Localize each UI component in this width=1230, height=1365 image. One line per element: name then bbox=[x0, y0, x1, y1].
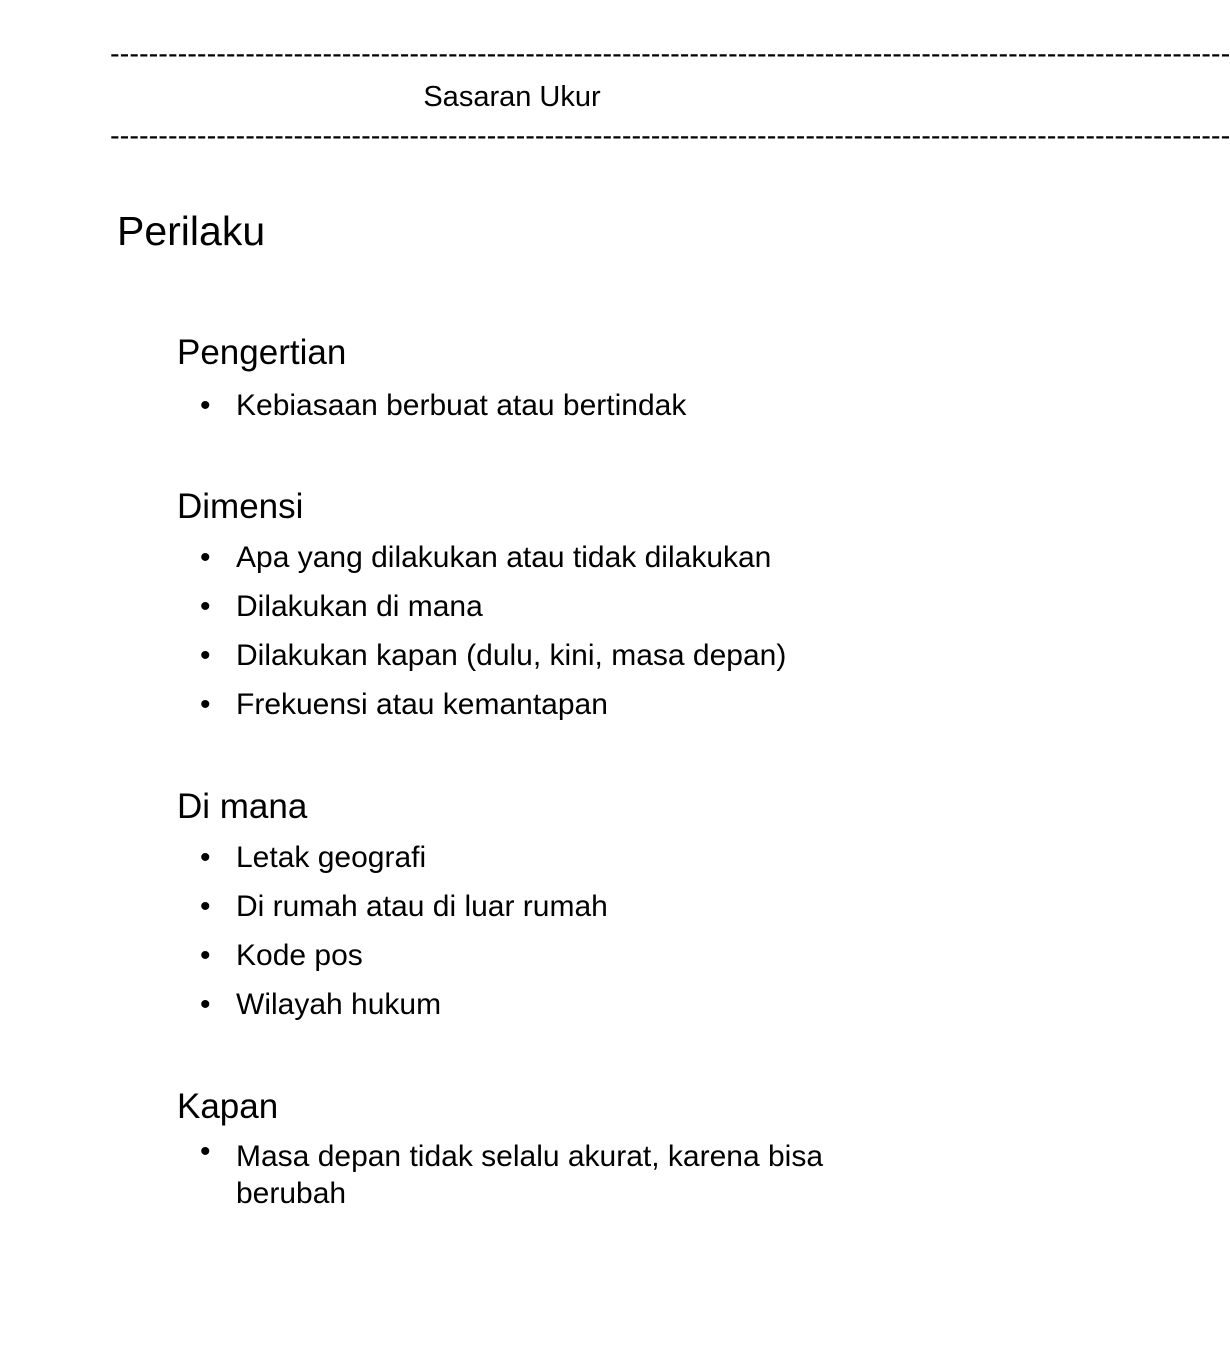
list-item: • Kebiasaan berbuat atau bertindak bbox=[200, 381, 920, 430]
bullet-icon: • bbox=[200, 389, 211, 422]
bullet-list-pengertian bbox=[200, 381, 920, 430]
list-item: • Apa yang dilakukan atau tidak dilakukan bbox=[200, 533, 920, 582]
header-title: Sasaran Ukur bbox=[423, 81, 601, 113]
page-title: Perilaku bbox=[117, 208, 266, 254]
list-item: • Kode pos bbox=[200, 931, 920, 980]
list-item: • Wilayah hukum bbox=[200, 980, 920, 1029]
list-item: • Dilakukan di mana bbox=[200, 582, 920, 631]
bullet-icon: • bbox=[200, 541, 211, 574]
list-item: • Di rumah atau di luar rumah bbox=[200, 882, 920, 931]
bullet-icon: • bbox=[200, 988, 211, 1021]
bullet-list-dimensi bbox=[200, 533, 920, 729]
section-heading-di-mana: Di mana bbox=[177, 787, 308, 826]
section-heading-kapan: Kapan bbox=[177, 1087, 279, 1126]
bullet-icon: • bbox=[200, 688, 211, 721]
list-item: • Dilakukan kapan (dulu, kini, masa depan) bbox=[200, 631, 920, 680]
bullet-icon: • bbox=[200, 890, 211, 923]
section-heading-pengertian: Pengertian bbox=[177, 333, 347, 372]
list-item: • Letak geografi bbox=[200, 833, 920, 882]
bullet-icon: • bbox=[200, 639, 211, 672]
header-top-divider: -------------------------------------------------------------------------------------------------------------------- bbox=[110, 38, 1230, 70]
section-heading-dimensi: Dimensi bbox=[177, 487, 304, 526]
bullet-list-di-mana bbox=[200, 833, 920, 1029]
bullet-icon: • bbox=[200, 841, 211, 874]
header-bottom-divider: -------------------------------------------------------------------------------------------------------------------- bbox=[110, 120, 1230, 152]
bullet-icon: • bbox=[200, 590, 211, 623]
list-item: • Frekuensi atau kemantapan bbox=[200, 680, 920, 729]
bullet-list-kapan bbox=[200, 1133, 920, 1212]
bullet-icon: • bbox=[200, 939, 211, 972]
bullet-icon: • bbox=[200, 1135, 211, 1168]
list-item: • Masa depan tidak selalu akurat, karena bisa berubah bbox=[200, 1135, 824, 1210]
